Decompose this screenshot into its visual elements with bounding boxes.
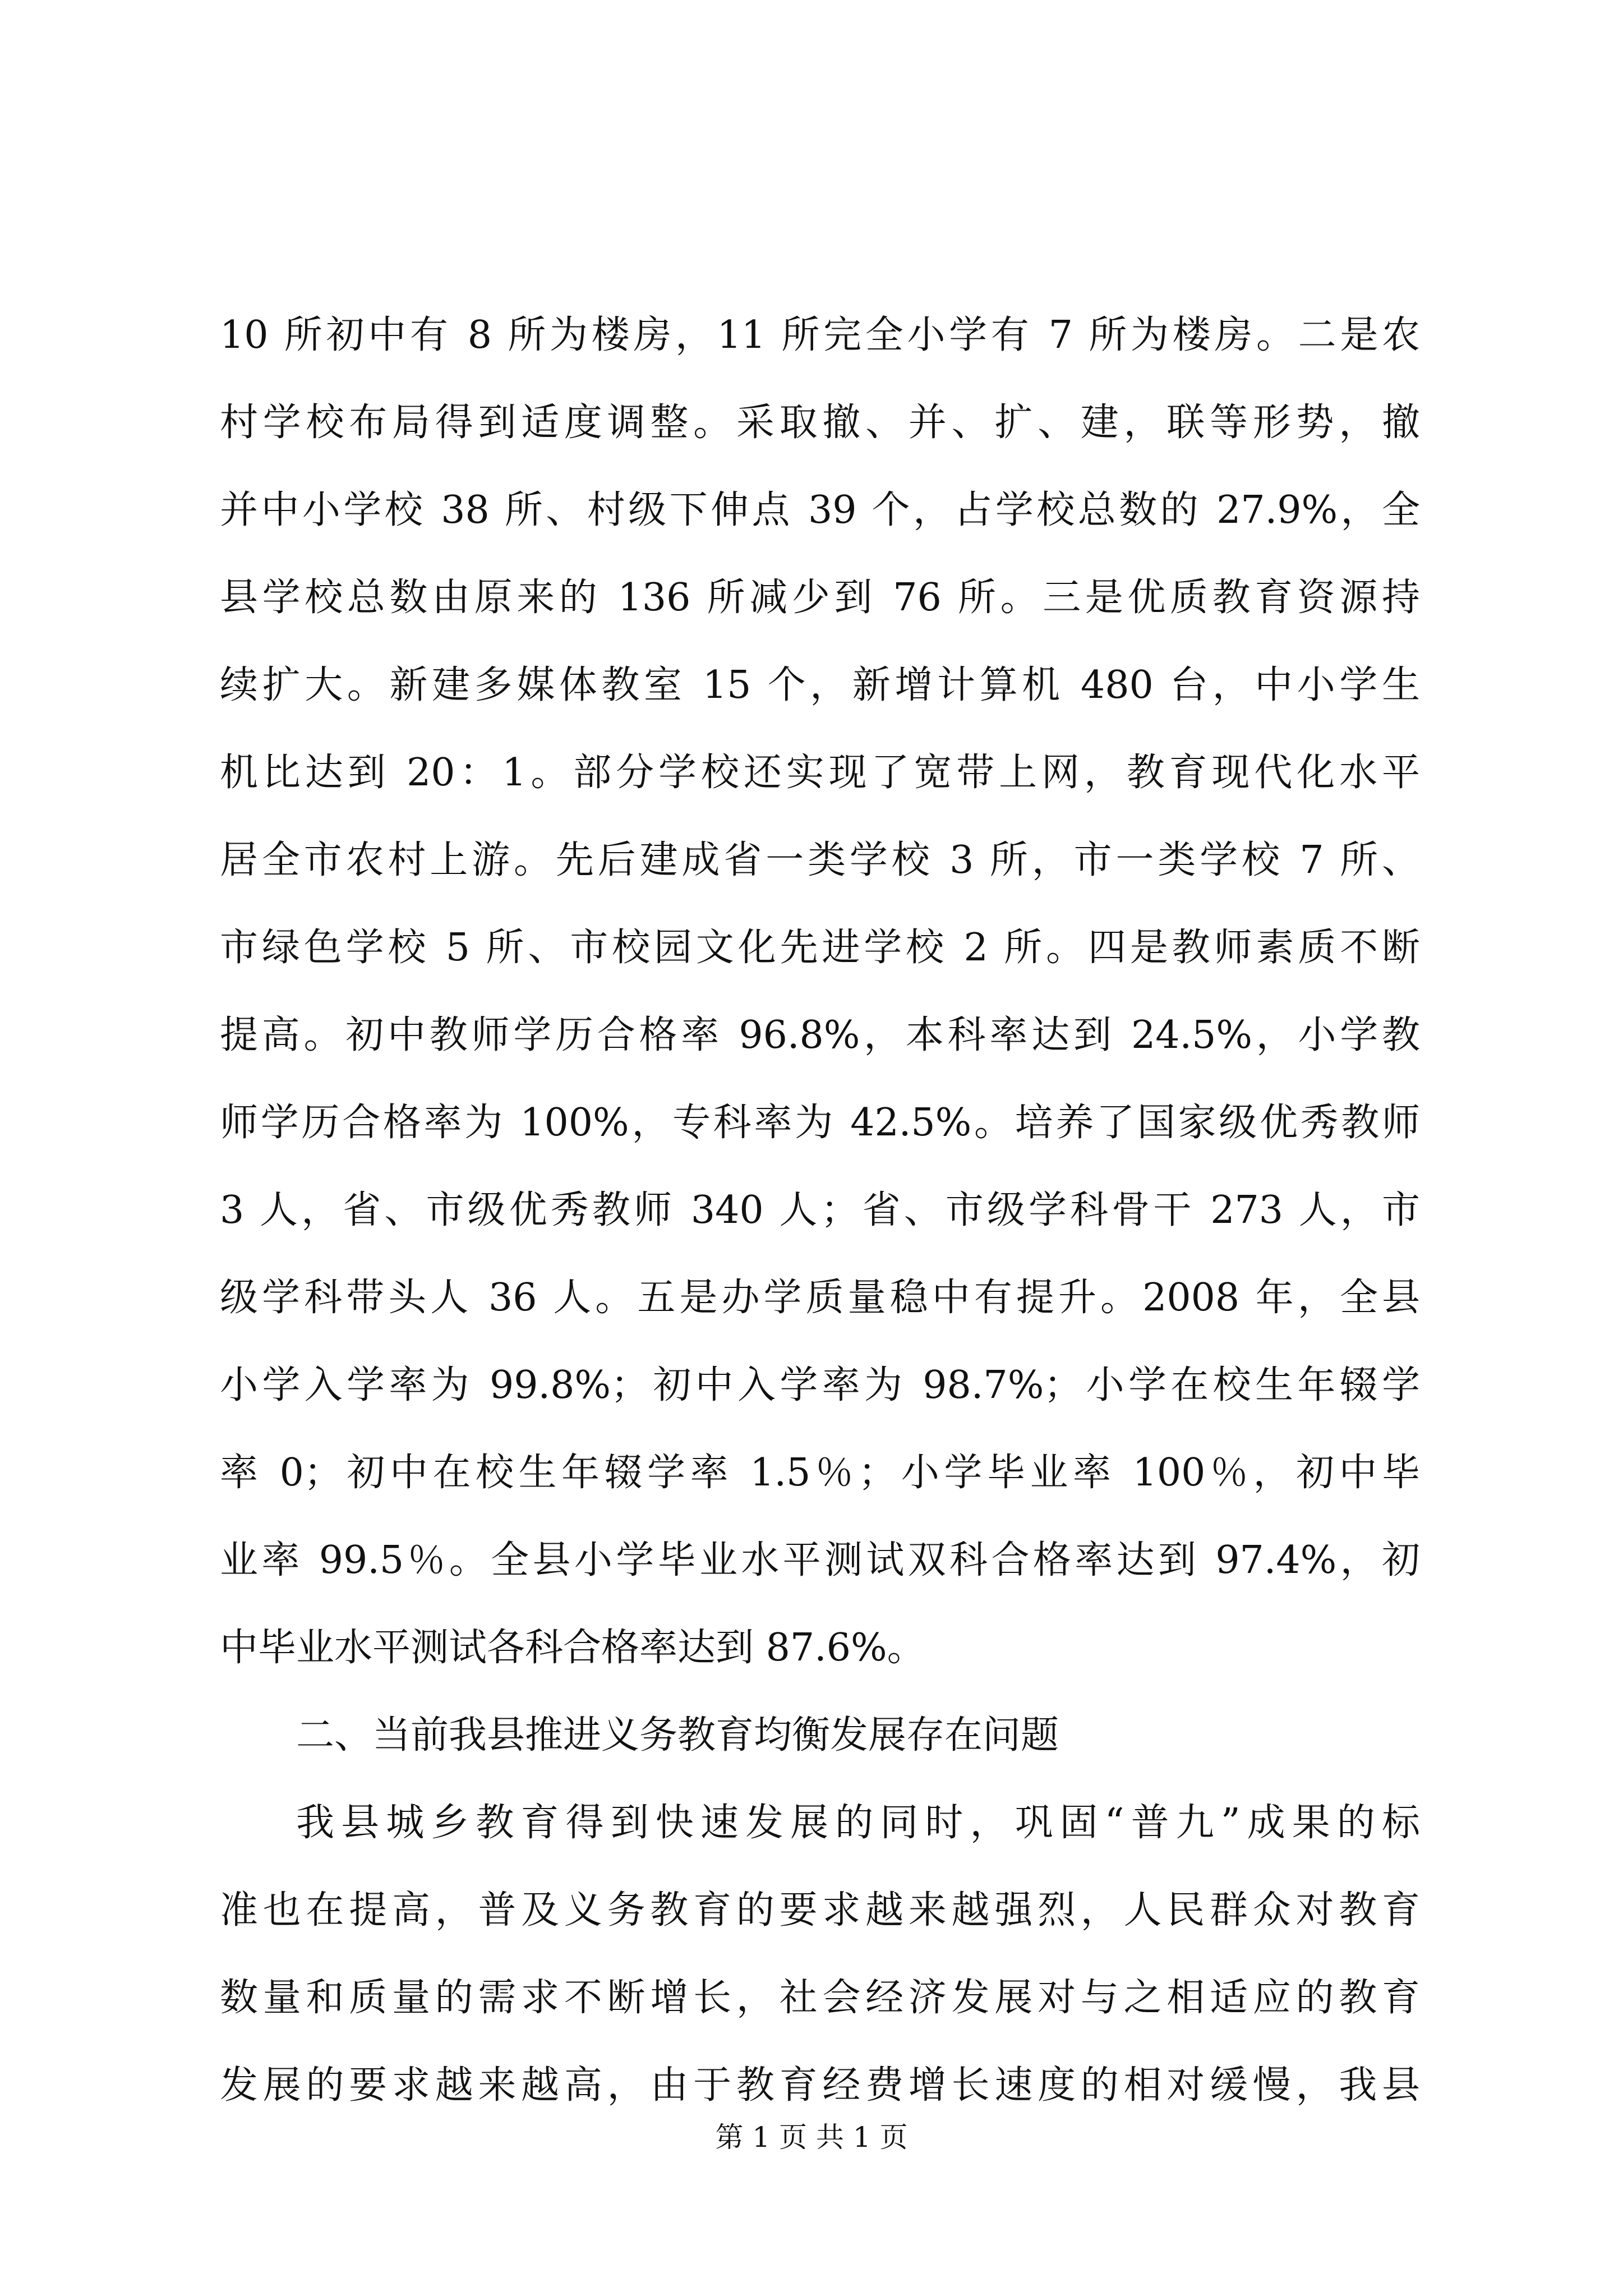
paragraph-line: 居全市农村上游。先后建成省一类学校 3 所，市一类学校 7 所、: [220, 838, 1420, 882]
paragraph-line: 准也在提高，普及义务教育的要求越来越强烈，人民群众对教育: [220, 1888, 1420, 1932]
paragraph-line: 师学历合格率为 100%，专科率为 42.5%。培养了国家级优秀教师: [220, 1101, 1420, 1145]
paragraph-line: 级学科带头人 36 人。五是办学质量稳中有提升。2008 年，全县: [220, 1276, 1420, 1320]
page-footer: [0, 2118, 1623, 2157]
paragraph-line: 业率 99.5％。全县小学毕业水平测试双科合格率达到 97.4%，初: [220, 1538, 1420, 1582]
page-number-label: 第 1 页 共 1 页: [715, 2121, 908, 2154]
paragraph-line: 并中小学校 38 所、村级下伸点 39 个，占学校总数的 27.9%，全: [220, 488, 1420, 532]
document-body: [220, 292, 1420, 2129]
paragraph-line: 机比达到 20：1。部分学校还实现了宽带上网，教育现代化水平: [220, 751, 1420, 795]
paragraph-line: 我县城乡教育得到快速发展的同时，巩固“普九”成果的标: [296, 1801, 1420, 1845]
paragraph-line: 10 所初中有 8 所为楼房，11 所完全小学有 7 所为楼房。二是农: [220, 313, 1420, 357]
paragraph-line: 3 人，省、市级优秀教师 340 人；省、市级学科骨干 273 人，市: [220, 1188, 1420, 1232]
paragraph-line: 小学入学率为 99.8%；初中入学率为 98.7%；小学在校生年辍学: [220, 1363, 1420, 1407]
paragraph-line: 市绿色学校 5 所、市校园文化先进学校 2 所。四是教师素质不断: [220, 926, 1420, 970]
paragraph-line: 率 0；初中在校生年辍学率 1.5％；小学毕业率 100％，初中毕: [220, 1451, 1420, 1495]
paragraph-line: 中毕业水平测试各科合格率达到 87.6%。: [220, 1626, 925, 1670]
section-heading: 二、当前我县推进义务教育均衡发展存在问题: [296, 1713, 1059, 1757]
paragraph-line: 县学校总数由原来的 136 所减少到 76 所。三是优质教育资源持: [220, 576, 1420, 620]
paragraph-line: 村学校布局得到适度调整。采取撤、并、扩、建，联等形势，撤: [220, 401, 1420, 445]
paragraph-line: 数量和质量的需求不断增长，社会经济发展对与之相适应的教育: [220, 1976, 1420, 2020]
paragraph-line: 续扩大。新建多媒体教室 15 个，新增计算机 480 台，中小学生: [220, 663, 1420, 707]
paragraph-line: 发展的要求越来越高，由于教育经费增长速度的相对缓慢，我县: [220, 2063, 1420, 2108]
paragraph-line: 提高。初中教师学历合格率 96.8%，本科率达到 24.5%，小学教: [220, 1013, 1420, 1057]
